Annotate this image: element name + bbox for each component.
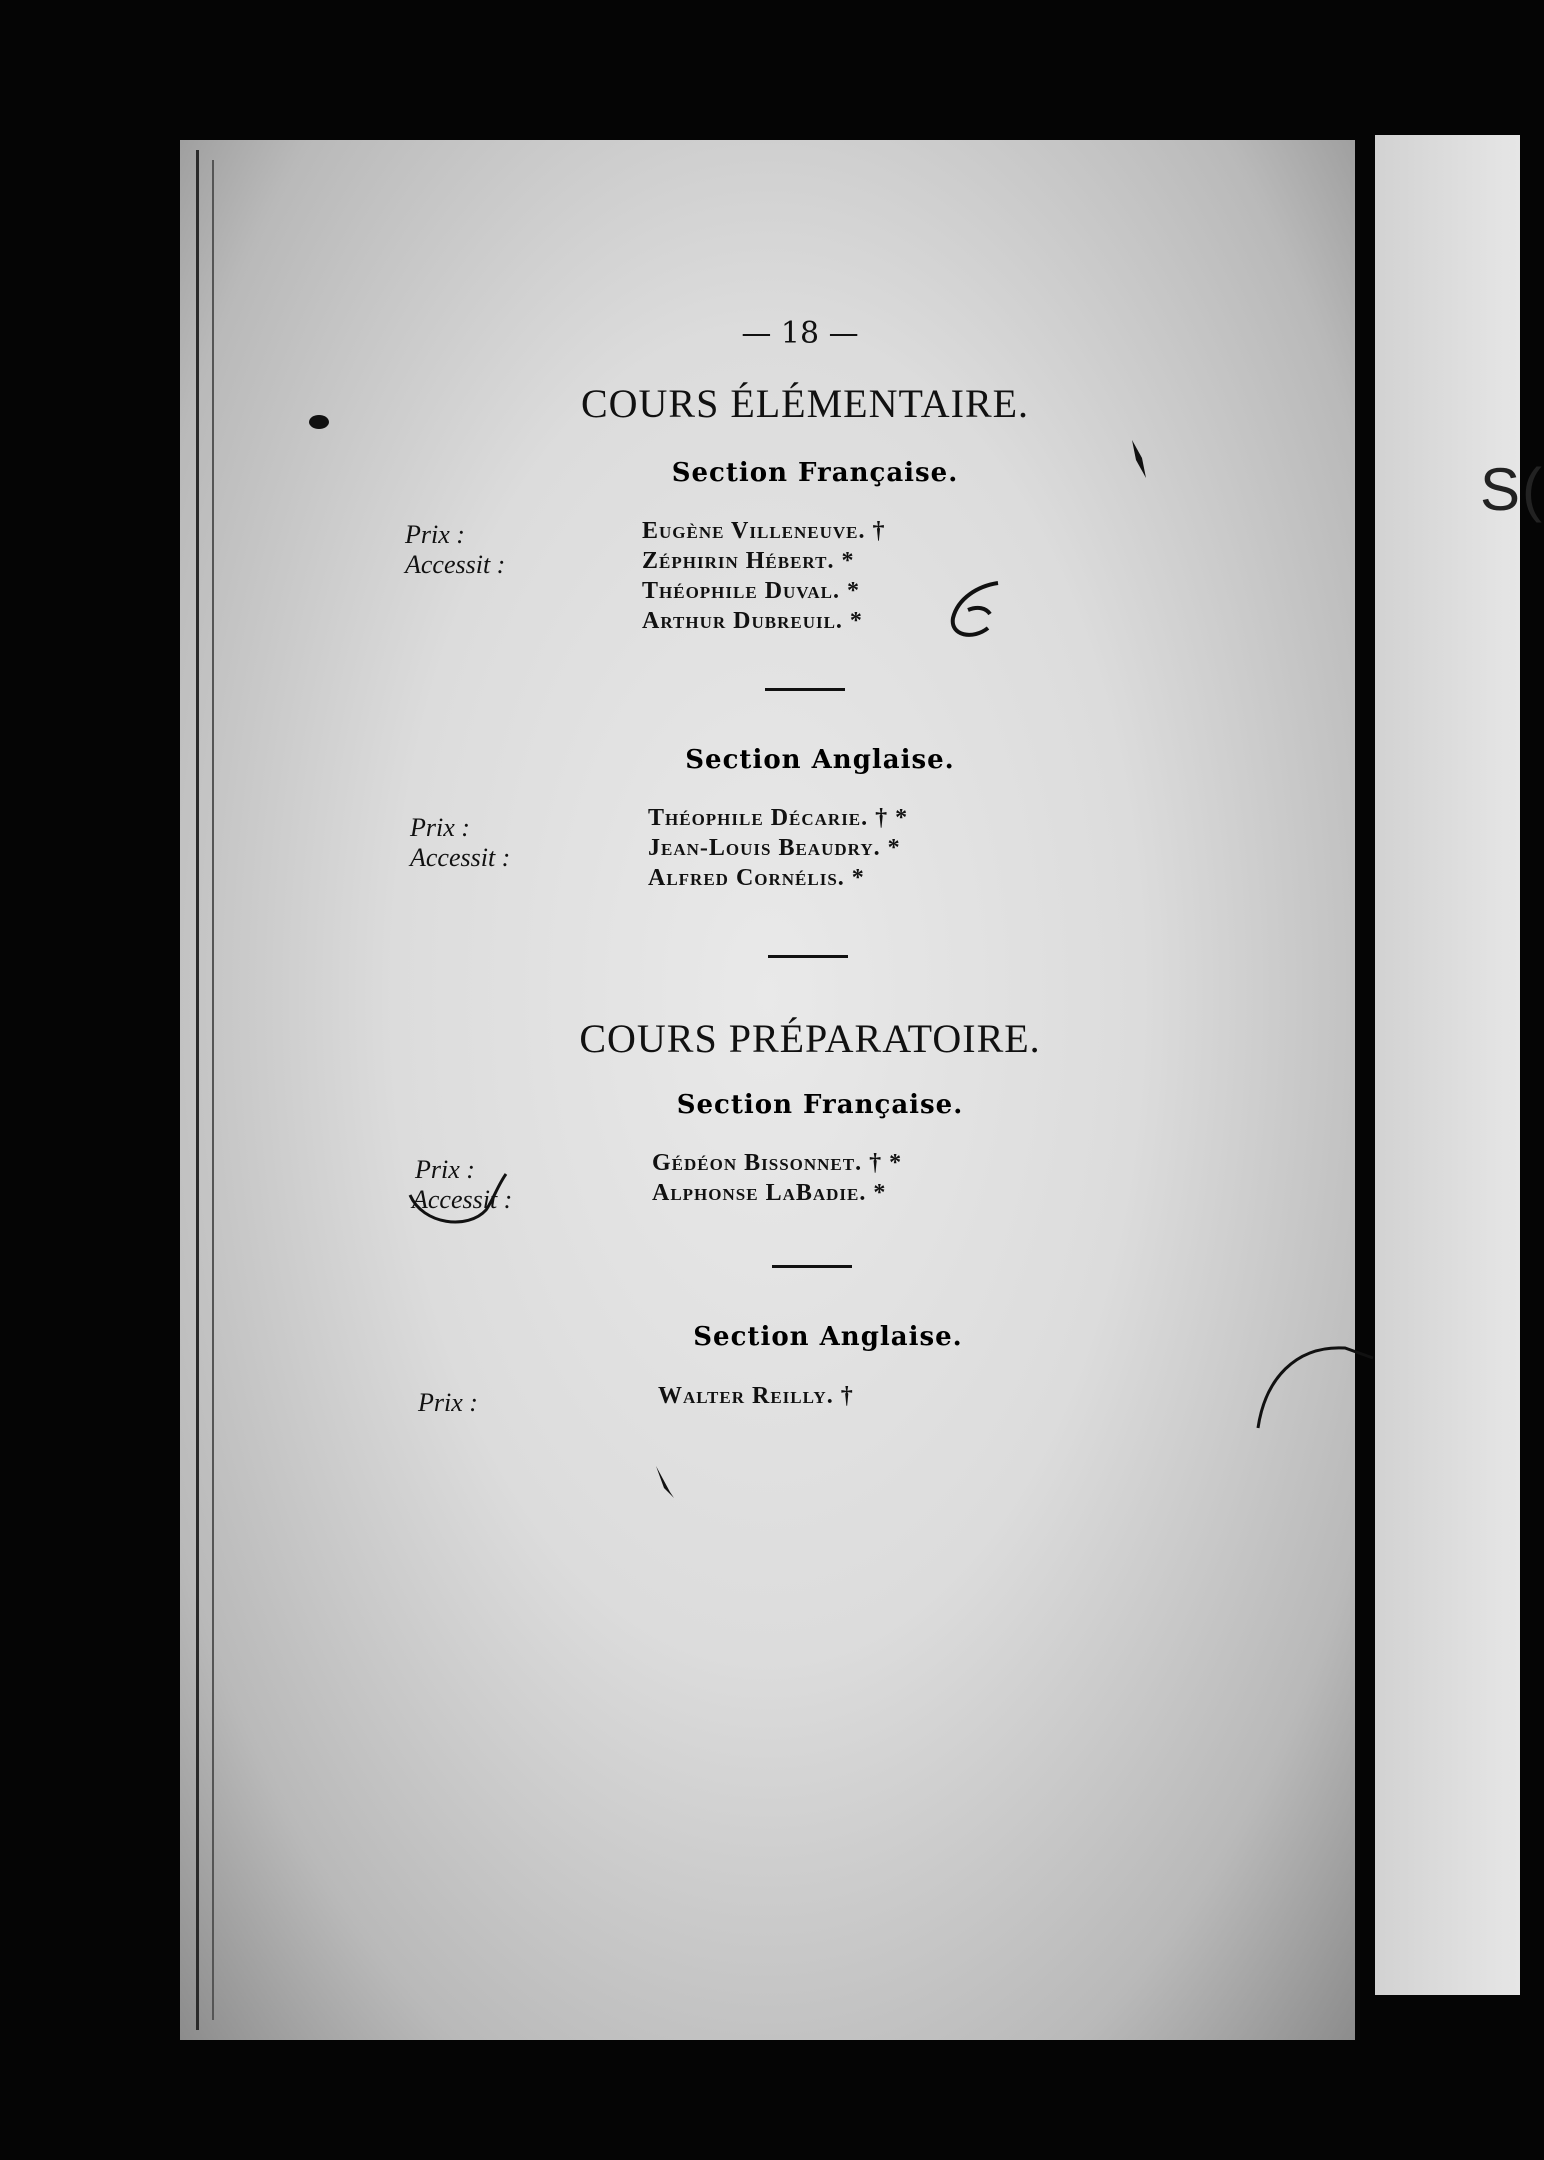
section-divider [765, 688, 845, 691]
handwritten-scribble [948, 578, 1008, 643]
accessit-label: Accessit : [412, 1185, 513, 1214]
section-heading-anglaise: Section Anglaise. [685, 745, 955, 775]
prize-label: Prix : [418, 1388, 478, 1417]
page-number: — 18 — [741, 316, 859, 351]
course-title-preparatoire: COURS PRÉPARATOIRE. [579, 1016, 1041, 1061]
section-divider [772, 1265, 852, 1268]
student-name: Alphonse LaBadie. * [652, 1180, 887, 1206]
handwritten-curve-mark [1255, 1340, 1375, 1430]
student-name: Théophile Duval. * [642, 578, 861, 604]
ink-blot [650, 1462, 680, 1502]
student-name: Alfred Cornélis. * [648, 865, 865, 891]
student-name: Walter Reilly. † [658, 1383, 854, 1409]
student-name: Zéphirin Hébert. * [642, 548, 855, 574]
prize-label: Prix : [410, 813, 470, 842]
section-heading-anglaise: Section Anglaise. [693, 1322, 963, 1352]
page-edge-line [196, 150, 199, 2030]
student-name: Eugène Villeneuve. † [642, 518, 886, 544]
student-name: Théophile Décarie. † * [648, 805, 909, 831]
student-name: Jean-Louis Beaudry. * [648, 835, 901, 861]
handwritten-underline-mark [408, 1170, 518, 1240]
facing-page-fragment: S( [1480, 456, 1544, 523]
student-name: Arthur Dubreuil. * [642, 608, 863, 634]
student-name: Gédéon Bissonnet. † * [652, 1150, 903, 1176]
ink-blot [305, 410, 335, 435]
ink-blot [1128, 438, 1153, 483]
facing-page [1375, 135, 1520, 1995]
accessit-label: Accessit : [405, 550, 506, 579]
prize-label: Prix : [405, 520, 465, 549]
section-heading-francaise: Section Française. [671, 458, 959, 488]
section-heading-francaise: Section Française. [676, 1090, 964, 1120]
course-title-elementaire: COURS ÉLÉMENTAIRE. [580, 381, 1030, 426]
prize-label: Prix : [415, 1155, 475, 1184]
section-divider [768, 955, 848, 958]
accessit-label: Accessit : [410, 843, 511, 872]
page-edge-line [212, 160, 214, 2020]
